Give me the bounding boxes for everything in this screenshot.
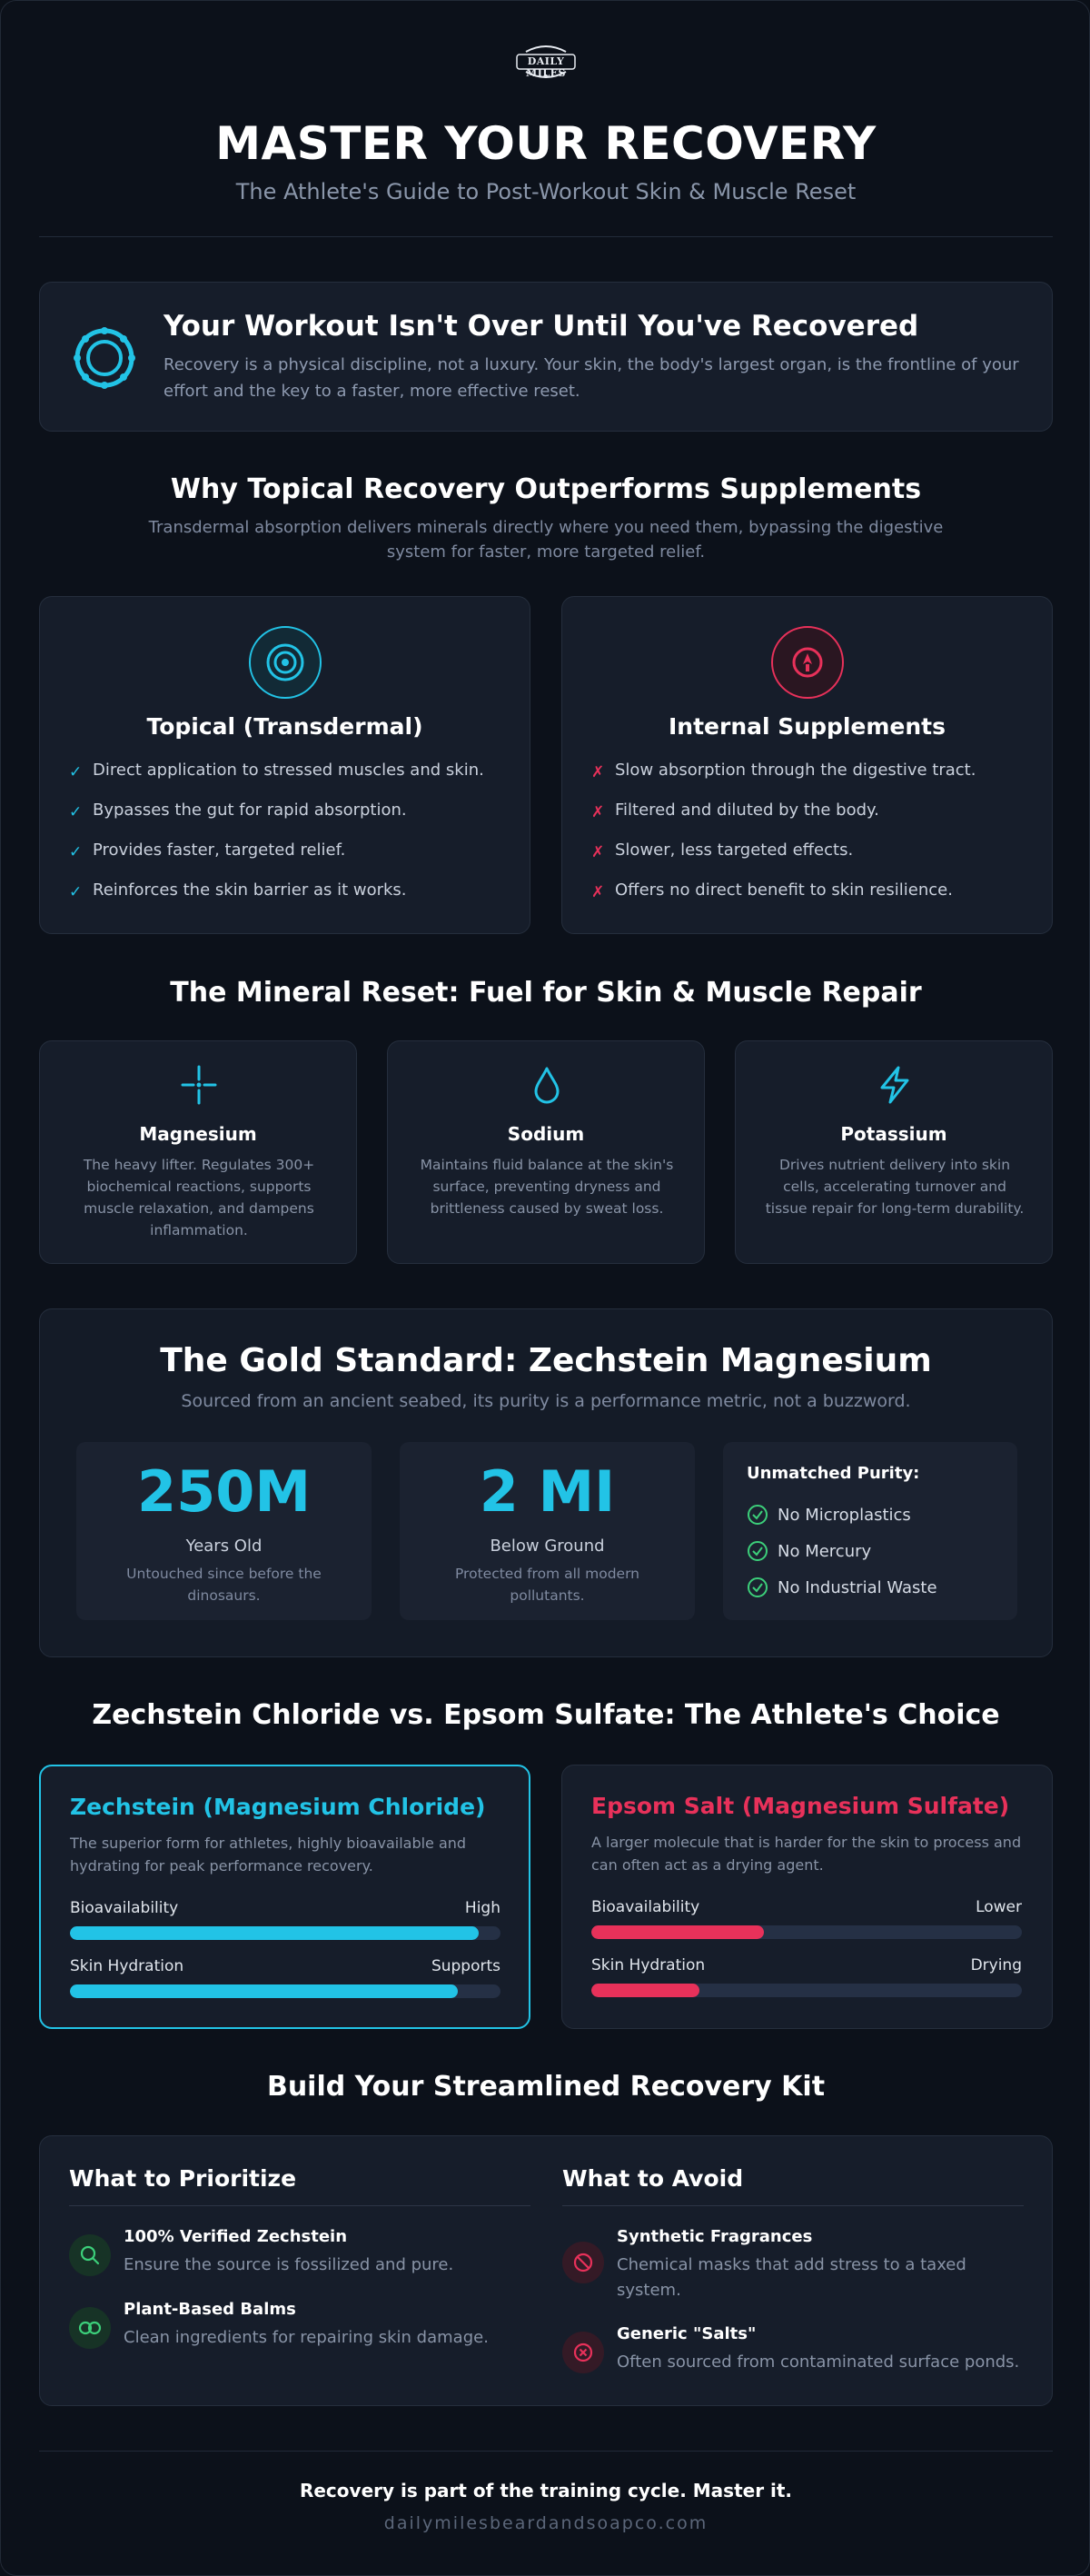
bar-fill <box>70 1984 458 1998</box>
stat-note: Untouched since before the dinosaurs. <box>126 1566 322 1604</box>
sparkle-icon <box>181 1065 217 1105</box>
mineral-card-magnesium <box>39 1040 357 1264</box>
topical-benefits-list <box>69 761 511 920</box>
epsom-card: Epsom Salt (Magnesium Sulfate) A larger molecule that is harder for the skin to process and can often act as a drying agent. Bioavailability Lower Skin Hydration Drying <box>561 1765 1053 2029</box>
stat-note: Protected from all modern pollutants. <box>454 1566 640 1604</box>
supplements-title: Internal Supplements <box>668 713 946 740</box>
topical-title: Topical (Transdermal) <box>146 713 423 740</box>
check-icon: ✓ <box>69 883 83 901</box>
cross-icon: ✗ <box>591 883 605 901</box>
mineral-card-sodium <box>387 1040 705 1264</box>
minerals-title: The Mineral Reset: Fuel for Skin & Muscle Repair <box>170 977 922 1009</box>
gold-standard-card <box>39 1308 1053 1657</box>
list-item: ✗ Offers no direct benefit to skin resilience. <box>591 880 953 901</box>
cross-icon: ✗ <box>591 843 605 861</box>
mineral-desc: Drives nutrient delivery into skin cells, accelerating turnover and tissue repair for long-term durability. <box>765 1157 1025 1217</box>
stat-label: Years Old <box>185 1537 263 1556</box>
brand-logo <box>513 43 579 85</box>
footer-tagline: Recovery is part of the training cycle. Master it. <box>299 2480 793 2501</box>
bar-fill <box>591 1984 699 1997</box>
bar-fill <box>591 1925 764 1939</box>
purity-item: No Microplastics <box>747 1502 911 1527</box>
cross-icon: ✗ <box>591 803 605 821</box>
zechstein-card: Zechstein (Magnesium Chloride) The superior form for athletes, highly bioavailable and hydrating for peak performance recovery. Bioavailability High Skin Hydration Supports <box>39 1765 530 2029</box>
check-circle-icon <box>747 1540 768 1562</box>
leaf-link-icon <box>69 2307 111 2349</box>
check-circle-icon <box>747 1576 768 1598</box>
list-item: ✓ Bypasses the gut for rapid absorption. <box>69 801 407 821</box>
list-item: ✓ Direct application to stressed muscles and skin. <box>69 761 484 781</box>
mineral-name: Sodium <box>507 1123 585 1145</box>
list-item: ✓ Provides faster, targeted relief. <box>69 840 346 861</box>
mineral-name: Potassium <box>840 1123 947 1145</box>
epsom-desc: A larger molecule that is harder for the skin to process and can often act as a drying agent. <box>591 1834 1022 1874</box>
list-item: ✗ Filtered and diluted by the body. <box>591 801 879 821</box>
topical-section-title: Why Topical Recovery Outperforms Supplements <box>170 473 922 505</box>
mineral-desc: The heavy lifter. Regulates 300+ biochemical reactions, supports muscle relaxation, and dampens inflammation. <box>83 1157 315 1238</box>
purity-item: No Mercury <box>747 1538 871 1564</box>
zechstein-desc: The superior form for athletes, highly bioavailable and hydrating for peak performance recovery. <box>70 1835 467 1875</box>
lightning-icon <box>877 1065 913 1105</box>
purity-box <box>723 1442 1017 1620</box>
purity-title: Unmatched Purity: <box>747 1464 920 1483</box>
list-item: ✗ Slower, less targeted effects. <box>591 840 854 861</box>
x-circle-icon <box>562 2332 604 2373</box>
kit-title: Build Your Streamlined Recovery Kit <box>266 2071 826 2103</box>
kit-card: What to Prioritize 100% Verified Zechstein Ensure the source is fossilized and pure. Plant-Based Balms Clean ingredients for repairing skin damage. What to Avoid Synthetic Fragrances Chemical masks that add stress to a taxed system. Generic "Salts" Often sourced from contaminated surface ponds. <box>39 2135 1053 2406</box>
page-subtitle: The Athlete's Guide to Post-Workout Skin & Muscle Reset <box>235 179 857 204</box>
mineral-name: Magnesium <box>139 1123 257 1145</box>
list-item: ✓ Reinforces the skin barrier as it works. <box>69 880 407 901</box>
check-circle-icon <box>747 1504 768 1526</box>
bar-fill <box>70 1926 479 1940</box>
list-item: ✗ Slow absorption through the digestive tract. <box>591 761 976 781</box>
droplet-icon <box>529 1065 565 1105</box>
header-divider <box>39 236 1053 237</box>
topical-section-subtitle: Transdermal absorption delivers minerals directly where you need them, bypassing the digestive system for faster, more targeted relief. <box>148 518 944 562</box>
search-icon <box>69 2234 111 2276</box>
topical-card <box>39 596 530 934</box>
intro-card <box>39 282 1053 432</box>
stat-years-old <box>76 1442 372 1620</box>
stat-value: 2 MI <box>479 1458 616 1525</box>
check-icon: ✓ <box>69 843 83 861</box>
gold-subtitle: Sourced from an ancient seabed, its purity is a performance metric, not a buzzword. <box>181 1391 911 1411</box>
target-icon <box>249 626 322 699</box>
mineral-card-potassium <box>735 1040 1053 1264</box>
ban-icon <box>562 2242 604 2283</box>
zechstein-title: Zechstein (Magnesium Chloride) <box>70 1794 486 1820</box>
footer-divider <box>39 2451 1053 2452</box>
check-icon: ✓ <box>69 803 83 821</box>
pill-icon <box>771 626 844 699</box>
intro-title: Your Workout Isn't Over Until You've Recovered <box>164 310 919 343</box>
footer-url[interactable]: dailymilesbeardandsoapco.com <box>383 2513 708 2533</box>
intro-text: Recovery is a physical discipline, not a luxury. Your skin, the body's largest organ, is the frontline of your effort and the key to a faster, more effective reset. <box>164 355 1019 401</box>
check-icon: ✓ <box>69 763 83 781</box>
stat-label: Below Ground <box>490 1537 605 1556</box>
gold-title: The Gold Standard: Zechstein Magnesium <box>160 1342 932 1379</box>
stat-below-ground <box>400 1442 695 1620</box>
purity-item: No Industrial Waste <box>747 1575 937 1600</box>
supplements-card <box>561 596 1053 934</box>
avoid-divider <box>562 2205 1024 2206</box>
prioritize-divider <box>69 2205 530 2206</box>
gear-icon <box>71 324 138 392</box>
mineral-desc: Maintains fluid balance at the skin's surface, preventing dryness and brittleness caused by sweat loss. <box>420 1157 674 1217</box>
avoid-title: What to Avoid <box>562 2165 744 2192</box>
logo-text: DAILY MILES <box>526 55 566 79</box>
page-title: MASTER YOUR RECOVERY <box>215 117 877 170</box>
versus-title: Zechstein Chloride vs. Epsom Sulfate: The Athlete's Choice <box>92 1699 1000 1731</box>
prioritize-title: What to Prioritize <box>69 2165 297 2192</box>
epsom-title: Epsom Salt (Magnesium Sulfate) <box>591 1793 1010 1819</box>
cross-icon: ✗ <box>591 763 605 781</box>
stat-value: 250M <box>136 1458 312 1525</box>
supplements-drawbacks-list <box>591 761 1034 920</box>
